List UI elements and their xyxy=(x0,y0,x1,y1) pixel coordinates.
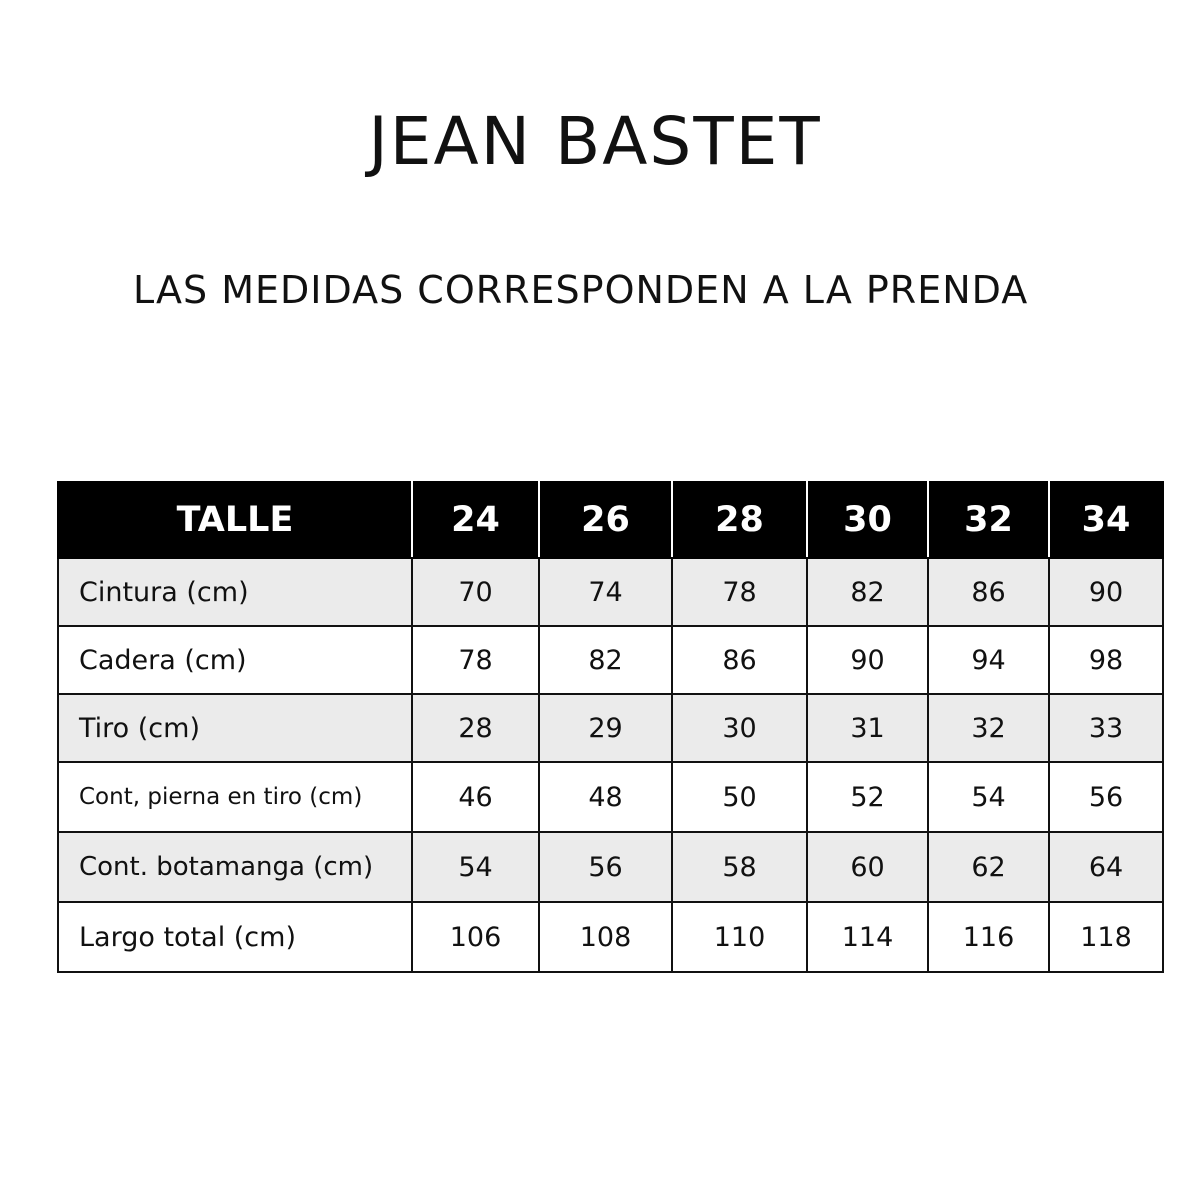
table-cell: 94 xyxy=(928,626,1049,694)
header-size: 32 xyxy=(928,482,1049,558)
table-cell: 62 xyxy=(928,832,1049,902)
table-cell: 86 xyxy=(672,626,807,694)
table-cell: 86 xyxy=(928,558,1049,626)
table-cell: 82 xyxy=(539,626,672,694)
table-row xyxy=(58,558,1163,626)
table-cell: 54 xyxy=(412,832,539,902)
row-label: Largo total (cm) xyxy=(58,902,412,972)
table-cell: 32 xyxy=(928,694,1049,762)
header-talle: TALLE xyxy=(58,482,412,558)
table-cell: 110 xyxy=(672,902,807,972)
page-title: JEAN BASTET xyxy=(368,103,822,180)
table-cell: 50 xyxy=(672,762,807,832)
size-chart-table xyxy=(57,481,1164,973)
table-cell: 74 xyxy=(539,558,672,626)
table-cell: 60 xyxy=(807,832,928,902)
table-cell: 106 xyxy=(412,902,539,972)
table-row xyxy=(58,626,1163,694)
table-header-row xyxy=(58,482,1163,558)
header-size: 28 xyxy=(672,482,807,558)
table-cell: 108 xyxy=(539,902,672,972)
table-cell: 31 xyxy=(807,694,928,762)
table-row xyxy=(58,902,1163,972)
table-cell: 78 xyxy=(412,626,539,694)
page-subtitle: LAS MEDIDAS CORRESPONDEN A LA PRENDA xyxy=(133,268,1029,312)
table-cell: 52 xyxy=(807,762,928,832)
header-size: 26 xyxy=(539,482,672,558)
table-cell: 82 xyxy=(807,558,928,626)
row-label: Cont. botamanga (cm) xyxy=(58,832,412,902)
table-cell: 90 xyxy=(1049,558,1163,626)
table-cell: 56 xyxy=(539,832,672,902)
table-cell: 54 xyxy=(928,762,1049,832)
table-cell: 56 xyxy=(1049,762,1163,832)
table-cell: 30 xyxy=(672,694,807,762)
table-cell: 46 xyxy=(412,762,539,832)
row-label: Cadera (cm) xyxy=(58,626,412,694)
table-row xyxy=(58,832,1163,902)
table-cell: 78 xyxy=(672,558,807,626)
row-label: Cont, pierna en tiro (cm) xyxy=(58,762,412,832)
table-cell: 98 xyxy=(1049,626,1163,694)
table-cell: 70 xyxy=(412,558,539,626)
row-label: Cintura (cm) xyxy=(58,558,412,626)
table-cell: 33 xyxy=(1049,694,1163,762)
table-cell: 116 xyxy=(928,902,1049,972)
table-cell: 64 xyxy=(1049,832,1163,902)
table-row xyxy=(58,694,1163,762)
table-cell: 90 xyxy=(807,626,928,694)
row-label: Tiro (cm) xyxy=(58,694,412,762)
table-cell: 29 xyxy=(539,694,672,762)
table-row xyxy=(58,762,1163,832)
table-cell: 118 xyxy=(1049,902,1163,972)
table-cell: 58 xyxy=(672,832,807,902)
table-cell: 48 xyxy=(539,762,672,832)
header-size: 34 xyxy=(1049,482,1163,558)
table-cell: 28 xyxy=(412,694,539,762)
table-cell: 114 xyxy=(807,902,928,972)
header-size: 30 xyxy=(807,482,928,558)
header-size: 24 xyxy=(412,482,539,558)
